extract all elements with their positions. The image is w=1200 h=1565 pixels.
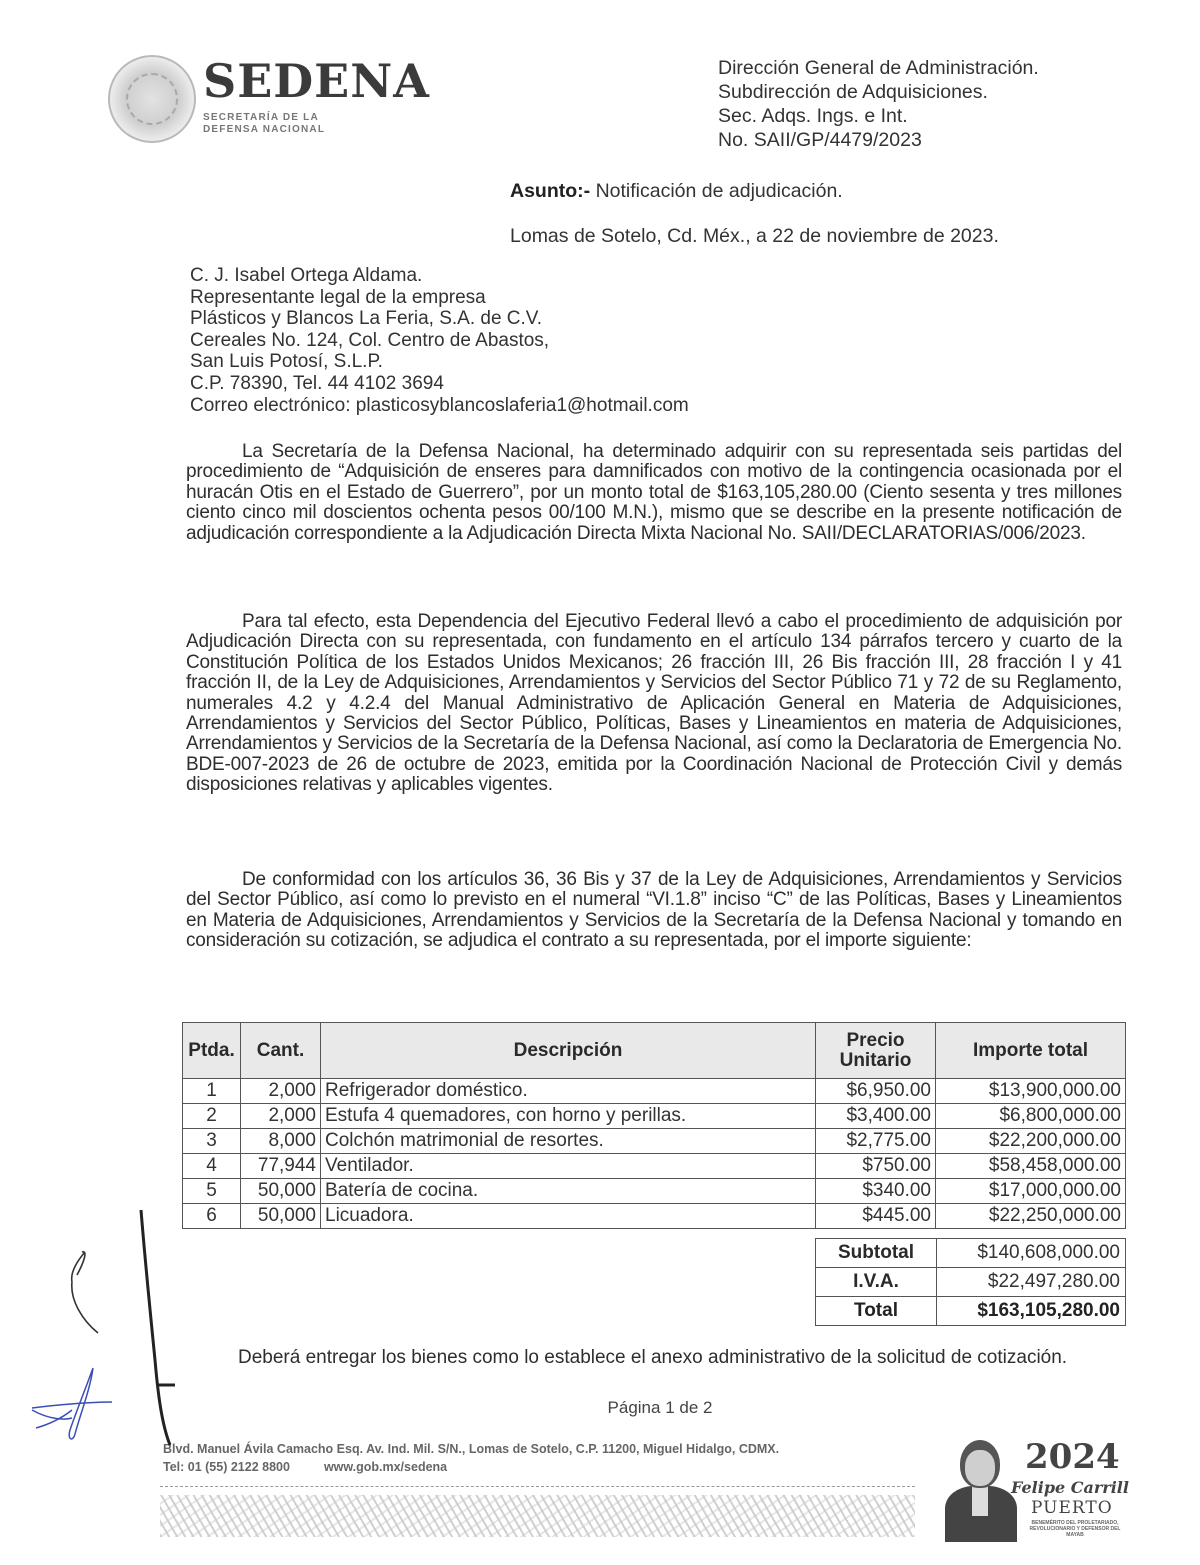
office-line: Dirección General de Administración. (718, 57, 1039, 79)
initial-signature-icon (72, 1252, 98, 1333)
header-descripcion: Descripción (321, 1023, 816, 1079)
table-header-row (183, 1023, 1126, 1079)
cell-precio: $750.00 (816, 1154, 936, 1179)
brand-name: SEDENA (203, 54, 430, 108)
cell-ptda: 2 (183, 1104, 241, 1129)
document-number: No. SAII/GP/4479/2023 (718, 129, 922, 151)
cell-descripcion: Ventilador. (321, 1154, 816, 1179)
margin-signatures (0, 1190, 200, 1450)
table-row (183, 1129, 1126, 1154)
brand-subtitle (203, 112, 325, 136)
cell-descripcion: Licuadora. (321, 1204, 816, 1229)
addressee-name: C. J. Isabel Ortega Aldama. (190, 265, 423, 286)
subject-line (510, 180, 843, 203)
cell-importe: $22,250,000.00 (936, 1204, 1126, 1229)
footer-phone: Tel: 01 (55) 2122 8800 (163, 1460, 290, 1474)
cell-precio: $445.00 (816, 1204, 936, 1229)
cell-descripcion: Refrigerador doméstico. (321, 1079, 816, 1104)
cell-ptda: 4 (183, 1154, 241, 1179)
addressee-street: Cereales No. 124, Col. Centro de Abastos, (190, 329, 550, 351)
subtotal-label: Subtotal (816, 1239, 937, 1268)
brand-subtitle-line2: DEFENSA NACIONAL (203, 124, 326, 135)
table-row (183, 1079, 1126, 1104)
cell-importe: $58,458,000.00 (936, 1154, 1126, 1179)
place-date: Lomas de Sotelo, Cd. Méx., a 22 de noviembre de 2023. (510, 225, 999, 247)
table-row (183, 1204, 1126, 1229)
cell-precio: $3,400.00 (816, 1104, 936, 1129)
cell-descripcion: Colchón matrimonial de resortes. (321, 1129, 816, 1154)
subtotal-row (816, 1239, 1126, 1268)
total-row (816, 1297, 1126, 1326)
total-label: Total (816, 1297, 937, 1326)
cell-importe: $17,000,000.00 (936, 1179, 1126, 1204)
office-line: Subdirección de Adquisiciones. (718, 81, 988, 103)
total-value: $163,105,280.00 (937, 1297, 1126, 1326)
office-block (718, 56, 1039, 152)
subject-text: Notificación de adjudicación. (595, 180, 843, 202)
page-number: Página 1 de 2 (607, 1398, 713, 1417)
blue-signature-icon (32, 1368, 112, 1439)
cell-cant: 2,000 (241, 1079, 321, 1104)
cell-cant: 50,000 (241, 1204, 321, 1229)
cell-importe: $22,200,000.00 (936, 1129, 1126, 1154)
iva-value: $22,497,280.00 (937, 1268, 1126, 1297)
brand-subtitle-line1: SECRETARÍA DE LA (203, 112, 319, 123)
subtotal-value: $140,608,000.00 (937, 1239, 1126, 1268)
anniversary-name: Felipe Carrill (1011, 1478, 1129, 1497)
cell-ptda: 1 (183, 1079, 241, 1104)
addressee-block (190, 265, 689, 416)
footer-divider (160, 1486, 915, 1487)
cell-descripcion: Batería de cocina. (321, 1179, 816, 1204)
cell-ptda: 5 (183, 1179, 241, 1204)
cell-precio: $6,950.00 (816, 1079, 936, 1104)
cell-descripcion: Estufa 4 quemadores, con horno y perillas. (321, 1104, 816, 1129)
cell-ptda: 3 (183, 1129, 241, 1154)
addressee-company: Plásticos y Blancos La Feria, S.A. de C.V. (190, 308, 543, 330)
totals-table (815, 1238, 1126, 1326)
cell-importe: $6,800,000.00 (936, 1104, 1126, 1129)
body-paragraph-1: La Secretaría de la Defensa Nacional, ha determinado adquirir con su representada seis partidas del procedimiento de “Adquisición de enseres para damnificados con motivo de la contingencia ocasionada por el huracán Otis en el Estado de Guerrero”, por un monto total de $163,105,280.00 (Ciento sesenta y tres millones ciento cinco mil doscientos ochenta pesos 00/100 M.N.), mismo que se describe en la presente notificación de adjudicación correspondiente a la Adjudicación Directa Mixta Nacional No. SAII/DECLARATORIAS/006/2023. (186, 441, 1122, 544)
body-paragraph-2: Para tal efecto, esta Dependencia del Ejecutivo Federal llevó a cabo el procedimiento de adquisición por Adjudicación Directa con su representada, con fundamento en el artículo 134 párrafos tercero y cuarto de la Constitución Política de los Estados Unidos Mexicanos; 26 fracción III, 26 Bis fracción III, 28 fracción I y 41 fracción II, de la Ley de Adquisiciones, Arrendamientos y Servicios del Sector Público 71 y 72 de su Reglamento, numerales 4.2 y 4.2.4 del Manual Administrativo de Aplicación General en Materia de Adquisiciones, Arrendamientos y Servicios del Sector Público, Políticas, Bases y Lineamientos en materia de Adquisiciones, Arrendamientos y Servicios de la Secretaría de la Defensa Nacional, así como la Declaratoria de Emergencia No. BDE-007-2023 de 26 de octubre de 2023, emitida por la Coordinación Nacional de Protección Civil y demás disposiciones relativas y aplicables vigentes. (186, 611, 1122, 796)
footer-address-block (163, 1440, 779, 1476)
header-precio-unitario: Precio Unitario (816, 1023, 936, 1079)
body-paragraph-3: De conformidad con los artículos 36, 36 Bis y 37 de la Ley de Adquisiciones, Arrendamientos y Servicios del Sector Público, así como lo previsto en el numeral “VI.1.8” inciso “C” de las Políticas, Bases y Lineamientos en Materia de Adquisiciones, Arrendamientos y Servicios de la Secretaría de la Defensa Nacional y tomando en consideración su cotización, se adjudica el contrato a su representada, por el importe siguiente: (186, 869, 1122, 952)
header-ptda: Ptda. (183, 1023, 241, 1079)
cell-ptda: 6 (183, 1204, 241, 1229)
anniversary-tagline: BENEMÉRITO DEL PROLETARIADO, REVOLUCIONARIO Y DEFENSOR DEL MAYAB (1029, 1520, 1121, 1538)
cell-importe: $13,900,000.00 (936, 1079, 1126, 1104)
cell-cant: 8,000 (241, 1129, 321, 1154)
cell-cant: 50,000 (241, 1179, 321, 1204)
subject-label: Asunto:- (510, 180, 591, 202)
cell-precio: $340.00 (816, 1179, 936, 1204)
footer-contact (163, 1458, 779, 1476)
footer-address: Blvd. Manuel Ávila Camacho Esq. Av. Ind. Mil. S/N., Lomas de Sotelo, C.P. 11200, Miguel Hidalgo, CDMX. (163, 1442, 780, 1456)
cell-precio: $2,775.00 (816, 1129, 936, 1154)
body-paragraph-4: Deberá entregar los bienes como lo establece el anexo administrativo de la solicitud de cotización. (238, 1347, 1068, 1368)
table-row (183, 1104, 1126, 1129)
footer-website-link[interactable]: www.gob.mx/sedena (323, 1460, 448, 1474)
addressee-postal-phone: C.P. 78390, Tel. 44 4102 3694 (190, 372, 444, 394)
anniversary-year: 2024 (1025, 1437, 1120, 1477)
cell-cant: 77,944 (241, 1154, 321, 1179)
addressee-city: San Luis Potosí, S.L.P. (190, 351, 383, 373)
bracket-mark-icon (141, 1210, 175, 1445)
header-cant: Cant. (241, 1023, 321, 1079)
cell-cant: 2,000 (241, 1104, 321, 1129)
iva-row (816, 1268, 1126, 1297)
sedena-seal-icon (108, 55, 196, 143)
anniversary-surname: PUERTO (1031, 1498, 1113, 1518)
award-table (182, 1022, 1126, 1229)
portrait-icon (945, 1440, 1015, 1540)
header-importe-total: Importe total (936, 1023, 1126, 1079)
iva-label: I.V.A. (816, 1268, 937, 1297)
footer-decorative-pattern (160, 1495, 915, 1537)
addressee-email: Correo electrónico: plasticosyblancoslaferia1@hotmail.com (190, 394, 689, 416)
table-row (183, 1179, 1126, 1204)
addressee-role: Representante legal de la empresa (190, 286, 486, 308)
office-line: Sec. Adqs. Ings. e Int. (718, 105, 908, 127)
anniversary-logo (925, 1432, 1130, 1547)
table-row (183, 1154, 1126, 1179)
